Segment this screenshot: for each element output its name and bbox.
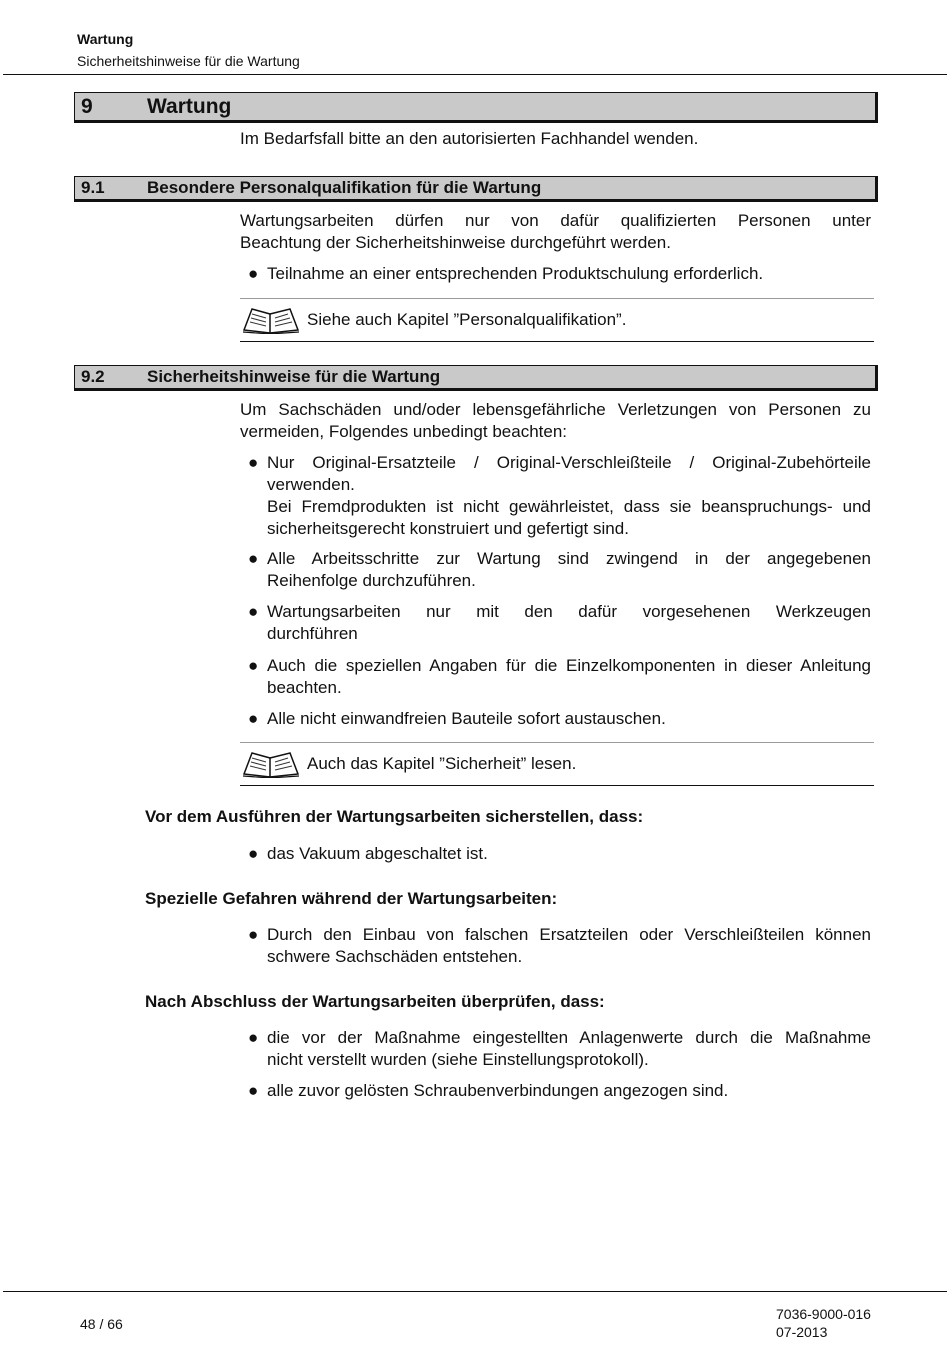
list-item	[248, 1080, 871, 1102]
document-info	[776, 1305, 871, 1341]
note-text: Auch das Kapitel ”Sicherheit” lesen.	[307, 754, 577, 773]
section-title: Wartung	[147, 95, 232, 118]
section-number: 9.1	[81, 178, 105, 197]
bullet-icon: ●	[248, 925, 259, 944]
list-item-text: das Vakuum abgeschaltet ist.	[267, 844, 488, 863]
list-item-text: nicht verstellt wurden (siehe Einstellungsprotokoll).	[267, 1050, 649, 1069]
list-item	[248, 655, 871, 699]
list-item-text: Auch die speziellen Angaben für die Einzelkomponenten in dieser Anleitung	[267, 656, 871, 675]
list-item-text: Nur Original-Ersatzteile / Original-Verschleißteile / Original-Zubehörteile	[267, 453, 871, 472]
book-icon	[242, 306, 300, 339]
bullet-icon: ●	[248, 453, 259, 472]
list-item-text: verwenden.	[267, 475, 355, 494]
book-icon	[242, 750, 300, 783]
page-header	[77, 30, 300, 70]
list-item-text: Bei Fremdprodukten ist nicht gewährleistet, dass sie beanspruchungs- und	[267, 497, 871, 516]
bullet-icon: ●	[248, 709, 259, 728]
section-9-heading	[74, 92, 878, 123]
section-9-2-heading	[74, 365, 878, 391]
section-title: Sicherheitshinweise für die Wartung	[147, 367, 441, 386]
list-item	[248, 843, 871, 865]
bullet-icon: ●	[248, 602, 259, 621]
list-item-text: Teilnahme an einer entsprechenden Produktschulung erforderlich.	[267, 264, 764, 283]
bullet-icon: ●	[248, 844, 259, 863]
section-title: Besondere Personalqualifikation für die Wartung	[147, 178, 542, 197]
bullet-icon: ●	[248, 656, 259, 675]
header-title: Wartung	[77, 31, 134, 47]
list-item-text: alle zuvor gelösten Schraubenverbindungen angezogen sind.	[267, 1081, 729, 1100]
list-item-text: Wartungsarbeiten nur mit den dafür vorgesehenen Werkzeugen	[267, 602, 871, 621]
list-item	[248, 452, 871, 540]
section-9-1-text-line: Beachtung der Sicherheitshinweise durchgeführt werden.	[240, 233, 671, 252]
list-item	[248, 708, 871, 730]
list-item	[248, 263, 871, 285]
before-heading: Vor dem Ausführen der Wartungsarbeiten sicherstellen, dass:	[145, 807, 644, 826]
document-date: 07-2013	[776, 1324, 828, 1340]
list-item-text: beachten.	[267, 678, 342, 697]
page-number: 48 / 66	[80, 1316, 123, 1332]
document-number: 7036-9000-016	[776, 1306, 871, 1322]
list-item	[248, 601, 871, 645]
bullet-icon: ●	[248, 1081, 259, 1100]
header-subtitle: Sicherheitshinweise für die Wartung	[77, 53, 300, 69]
header-divider	[3, 74, 947, 75]
list-item-text: schwere Sachschäden entstehen.	[267, 947, 523, 966]
bullet-icon: ●	[248, 549, 259, 568]
list-item-text: Durch den Einbau von falschen Ersatzteilen oder Verschleißteilen können	[267, 925, 871, 944]
list-item-text: sicherheitsgerecht konstruiert und gefertigt sind.	[267, 519, 629, 538]
list-item-text: durchführen	[267, 624, 358, 643]
section-number: 9.2	[81, 367, 105, 386]
section-9-1-text-line: Wartungsarbeiten dürfen nur von dafür qualifizierten Personen unter	[240, 211, 871, 230]
note-box	[240, 298, 874, 342]
section-9-1-heading	[74, 176, 878, 202]
note-box	[240, 742, 874, 786]
list-item-text: die vor der Maßnahme eingestellten Anlagenwerte durch die Maßnahme	[267, 1028, 871, 1047]
footer-divider	[3, 1291, 947, 1292]
list-item	[248, 1027, 871, 1071]
bullet-icon: ●	[248, 264, 259, 283]
list-item-text: Alle nicht einwandfreien Bauteile sofort austauschen.	[267, 709, 666, 728]
after-heading: Nach Abschluss der Wartungsarbeiten überprüfen, dass:	[145, 992, 605, 1011]
dangers-heading: Spezielle Gefahren während der Wartungsarbeiten:	[145, 889, 558, 908]
section-9-2-intro-line: vermeiden, Folgendes unbedingt beachten:	[240, 422, 568, 441]
list-item-text: Reihenfolge durchzuführen.	[267, 571, 476, 590]
section-9-text: Im Bedarfsfall bitte an den autorisierten Fachhandel wenden.	[240, 129, 699, 148]
list-item	[248, 924, 871, 968]
section-number: 9	[81, 95, 93, 118]
note-text: Siehe auch Kapitel ”Personalqualifikation”.	[307, 310, 627, 329]
bullet-icon: ●	[248, 1028, 259, 1047]
section-9-2-intro-line: Um Sachschäden und/oder lebensgefährliche Verletzungen von Personen zu	[240, 400, 871, 419]
list-item-text: Alle Arbeitsschritte zur Wartung sind zwingend in der angegebenen	[267, 549, 871, 568]
list-item	[248, 548, 871, 592]
